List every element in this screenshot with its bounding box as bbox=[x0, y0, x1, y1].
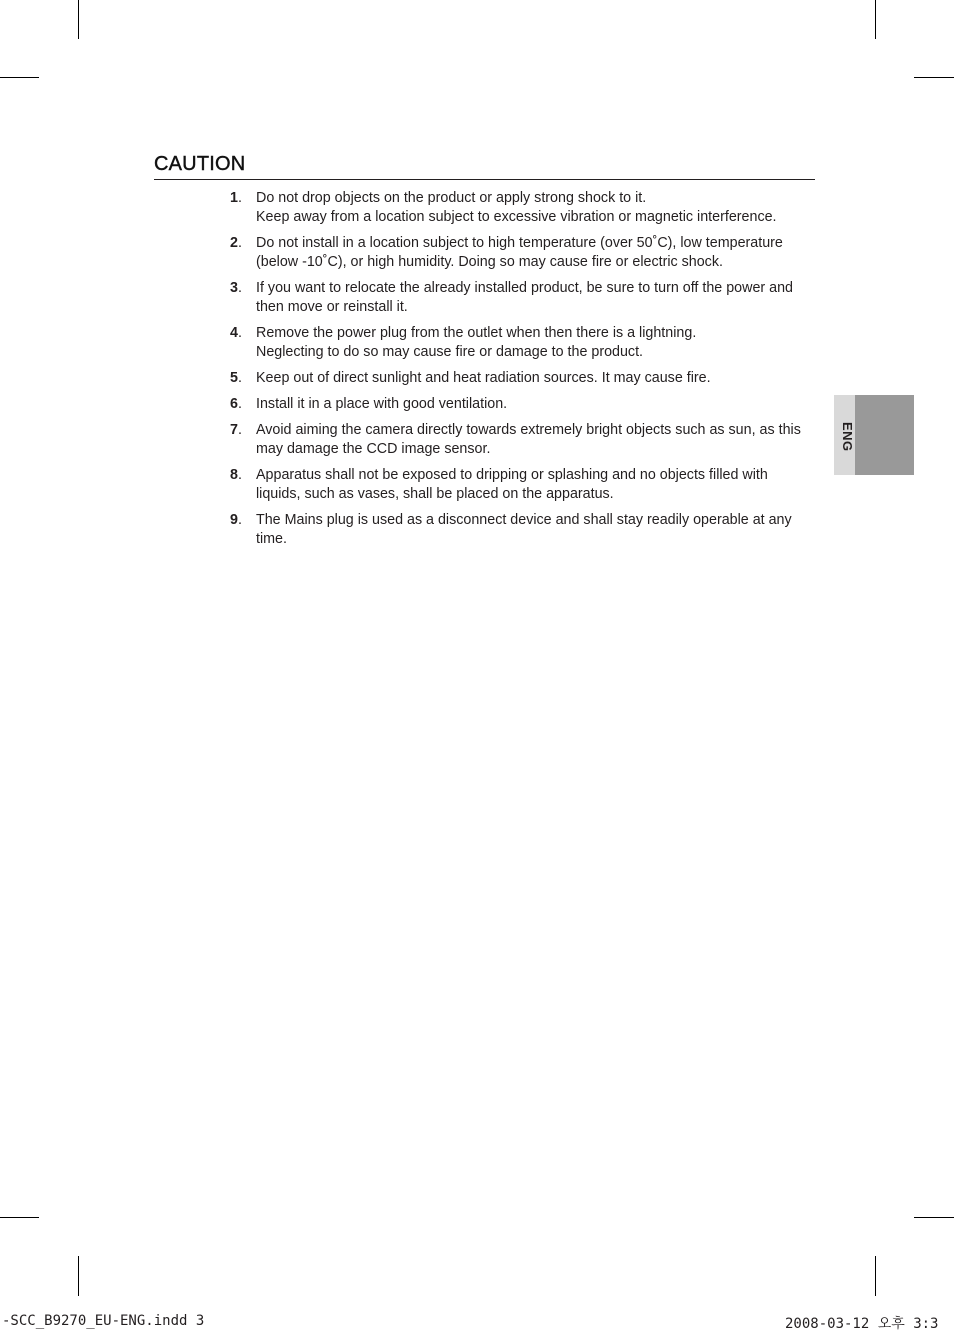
item-number: 2. bbox=[230, 235, 242, 251]
item-line: Remove the power plug from the outlet when then there is a lightning. bbox=[256, 325, 697, 341]
item-line: Do not install in a location subject to high temperature (over 50˚C), low temperature (below -10˚C), or high humidity. Doing so may cause fire or electric shock. bbox=[256, 235, 783, 270]
list-item bbox=[230, 189, 805, 227]
item-number: 1. bbox=[230, 190, 242, 206]
item-line: Keep away from a location subject to excessive vibration or magnetic interference. bbox=[256, 209, 777, 225]
item-line: Do not drop objects on the product or apply strong shock to it. bbox=[256, 190, 647, 206]
item-number: 3. bbox=[230, 280, 242, 296]
list-item bbox=[230, 279, 805, 317]
item-text bbox=[256, 421, 805, 459]
item-text bbox=[256, 395, 805, 414]
item-text bbox=[256, 189, 805, 227]
crop-mark-top-right-vertical bbox=[875, 0, 876, 39]
item-text bbox=[256, 234, 805, 272]
language-tab-dark-band bbox=[855, 395, 914, 475]
item-text bbox=[256, 279, 805, 317]
list-item bbox=[230, 466, 805, 504]
item-number: 7. bbox=[230, 422, 242, 438]
item-number: 6. bbox=[230, 396, 242, 412]
item-line: Install it in a place with good ventilation. bbox=[256, 396, 508, 412]
language-tab-label: ENG bbox=[840, 422, 855, 452]
item-number: 4. bbox=[230, 325, 242, 341]
item-line: Keep out of direct sunlight and heat radiation sources. It may cause fire. bbox=[256, 370, 711, 386]
item-number: 9. bbox=[230, 512, 242, 528]
crop-mark-bottom-left-vertical bbox=[78, 1256, 79, 1296]
crop-mark-top-left-horizontal bbox=[0, 77, 39, 78]
item-text bbox=[256, 324, 805, 362]
item-number: 8. bbox=[230, 467, 242, 483]
item-line: If you want to relocate the already installed product, be sure to turn off the power and then move or reinstall it. bbox=[256, 280, 793, 315]
list-item bbox=[230, 369, 805, 388]
item-number: 5. bbox=[230, 370, 242, 386]
crop-mark-top-left-vertical bbox=[78, 0, 79, 39]
crop-mark-bottom-right-horizontal bbox=[914, 1217, 954, 1218]
crop-mark-top-right-horizontal bbox=[914, 77, 954, 78]
item-text bbox=[256, 466, 805, 504]
item-text bbox=[256, 369, 805, 388]
crop-mark-bottom-right-vertical bbox=[875, 1256, 876, 1296]
list-item bbox=[230, 421, 805, 459]
caution-list bbox=[230, 189, 805, 556]
title-divider bbox=[154, 179, 815, 180]
print-slug-filename: -SCC_B9270_EU-ENG.indd 3 bbox=[2, 1313, 205, 1329]
item-line: Apparatus shall not be exposed to dripping or splashing and no objects filled with liquids, such as vases, shall be placed on the apparatus. bbox=[256, 467, 768, 502]
list-item bbox=[230, 511, 805, 549]
item-line: Avoid aiming the camera directly towards extremely bright objects such as sun, as this may damage the CCD image sensor. bbox=[256, 422, 801, 457]
list-item bbox=[230, 324, 805, 362]
print-slug-timestamp: 2008-03-12 오후 3:3 bbox=[785, 1316, 939, 1332]
page-title: CAUTION bbox=[154, 153, 246, 175]
list-item bbox=[230, 395, 805, 414]
crop-mark-bottom-left-horizontal bbox=[0, 1217, 39, 1218]
item-line: Neglecting to do so may cause fire or damage to the product. bbox=[256, 344, 644, 360]
list-item bbox=[230, 234, 805, 272]
item-line: The Mains plug is used as a disconnect device and shall stay readily operable at any time. bbox=[256, 512, 792, 547]
item-text bbox=[256, 511, 805, 549]
